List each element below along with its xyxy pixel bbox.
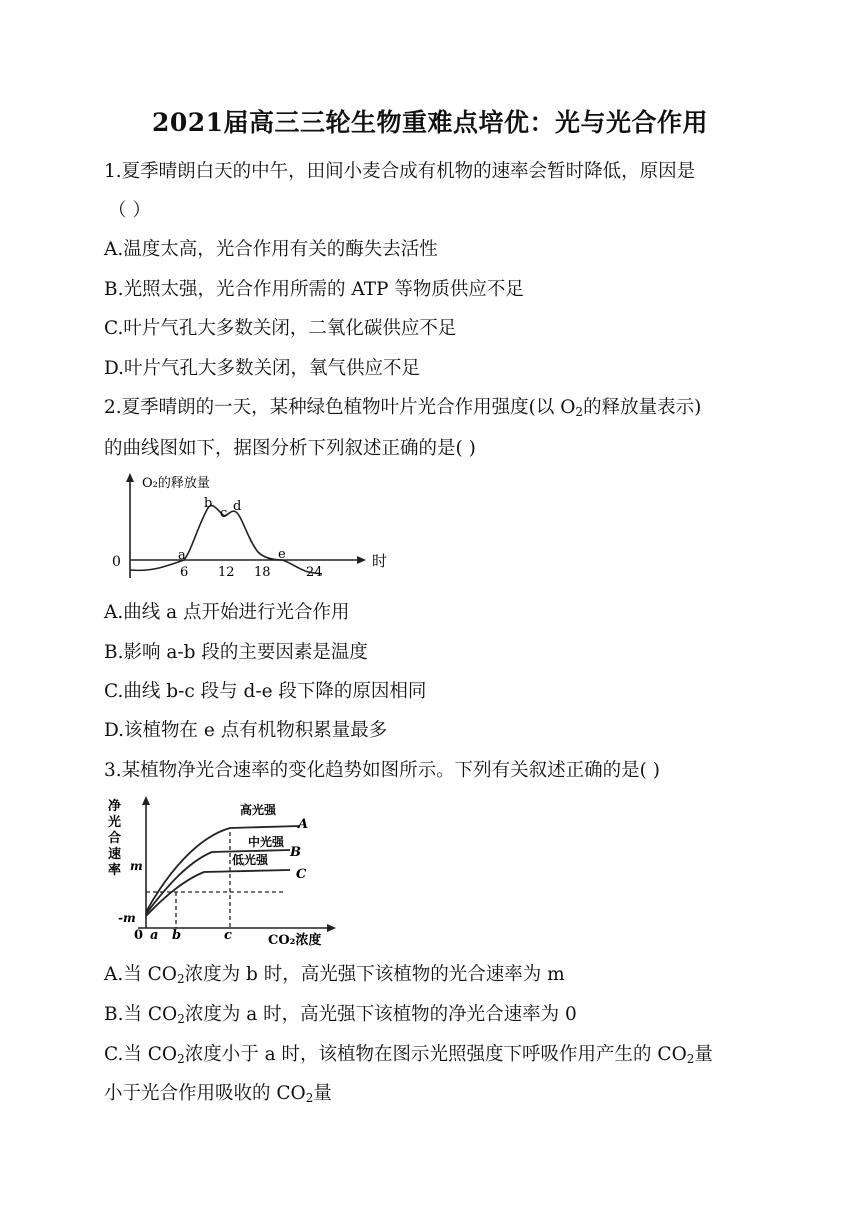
xtick-c: c [224,928,232,943]
point-b: b [204,496,213,511]
q3-option-b: B.当 $CO_2$浓度为 a 时，高光强下该植物的净光合速率为 0 [104,1004,577,1026]
point-c: c [220,506,228,521]
point-d: d [233,499,242,514]
y-axis-label: O₂的释放量 [142,476,210,491]
y-label-char-1: 净 [108,799,122,814]
q2-stem: 2.夏季晴朗的一天，某种绿色植物叶片光合作用强度(以 $O_2$的释放量表示) [104,397,702,419]
tick-24: 24 [306,565,323,580]
origin-label: 0 [134,928,144,943]
q1-option-b: B.光照太强，光合作用所需的 ATP 等物质供应不足 [104,279,524,300]
y-label-char-2: 光 [108,815,122,830]
xtick-b: b [172,928,182,943]
point-a: a [178,548,186,563]
q1-answer-blank: （ ） [108,200,151,221]
xtick-a: a [150,928,159,943]
q2-stem-line2: 的曲线图如下，据图分析下列叙述正确的是( ) [104,438,476,459]
y-label-char-3: 合 [108,831,122,846]
q3-option-c: C.当 $CO_2$浓度小于 a 时，该植物在图示光照强度下呼吸作用产生的 $CO_2$量 [104,1044,713,1066]
q1-option-a: A.温度太高，光合作用有关的酶失去活性 [104,239,438,260]
ytick-neg-m: -m [118,911,136,925]
q2-option-c: C.曲线 b-c 段与 d-e 段下降的原因相同 [104,681,427,702]
x-axis-arrow [327,924,336,932]
y-label-char-5: 率 [108,863,122,878]
x-axis-unit: 时 [372,552,388,570]
letter-C: C [296,867,307,882]
q1-option-c: C.叶片气孔大多数关闭，二氧化碳供应不足 [104,318,457,339]
q2-option-a: A.曲线 a 点开始进行光合作用 [104,602,350,623]
q1-stem: 1.夏季晴朗白天的中午，田间小麦合成有机物的速率会暂时降低，原因是 [104,161,696,182]
y-axis-arrow [142,796,150,805]
letter-A: A [298,817,309,832]
x-axis-arrow [357,556,366,564]
y-label-char-4: 速 [108,847,122,862]
label-high-light: 高光强 [240,803,277,817]
x-axis-label: CO₂浓度 [268,933,322,948]
q3-option-c-line2: 小于光合作用吸收的 $CO_2$量 [104,1083,332,1105]
origin-label: 0 [112,554,121,570]
q2-option-b: B.影响 a-b 段的主要因素是温度 [104,642,368,663]
page-title: 2021届高三三轮生物重难点培优：光与光合作用 [151,108,709,137]
q3-net-photosynthesis-graph [108,792,344,948]
tick-18: 18 [254,565,271,580]
label-mid-light: 中光强 [248,835,285,849]
tick-6: 6 [180,565,189,580]
q2-o2-release-graph [112,470,402,580]
point-e: e [278,547,286,562]
q1-option-d: D.叶片气孔大多数关闭，氧气供应不足 [104,358,421,379]
q2-option-d: D.该植物在 e 点有机物积累量最多 [104,720,388,741]
y-axis-arrow [126,473,134,482]
tick-12: 12 [218,565,235,580]
o2-curve [130,506,308,572]
ytick-m: m [130,859,143,873]
q3-option-a: A.当 $CO_2$浓度为 b 时，高光强下该植物的光合速率为 m [104,964,565,986]
label-low-light: 低光强 [232,853,269,867]
letter-B: B [290,845,301,860]
curve-mid-light [146,850,290,914]
q3-stem: 3.某植物净光合速率的变化趋势如图所示。下列有关叙述正确的是( ) [104,760,660,781]
